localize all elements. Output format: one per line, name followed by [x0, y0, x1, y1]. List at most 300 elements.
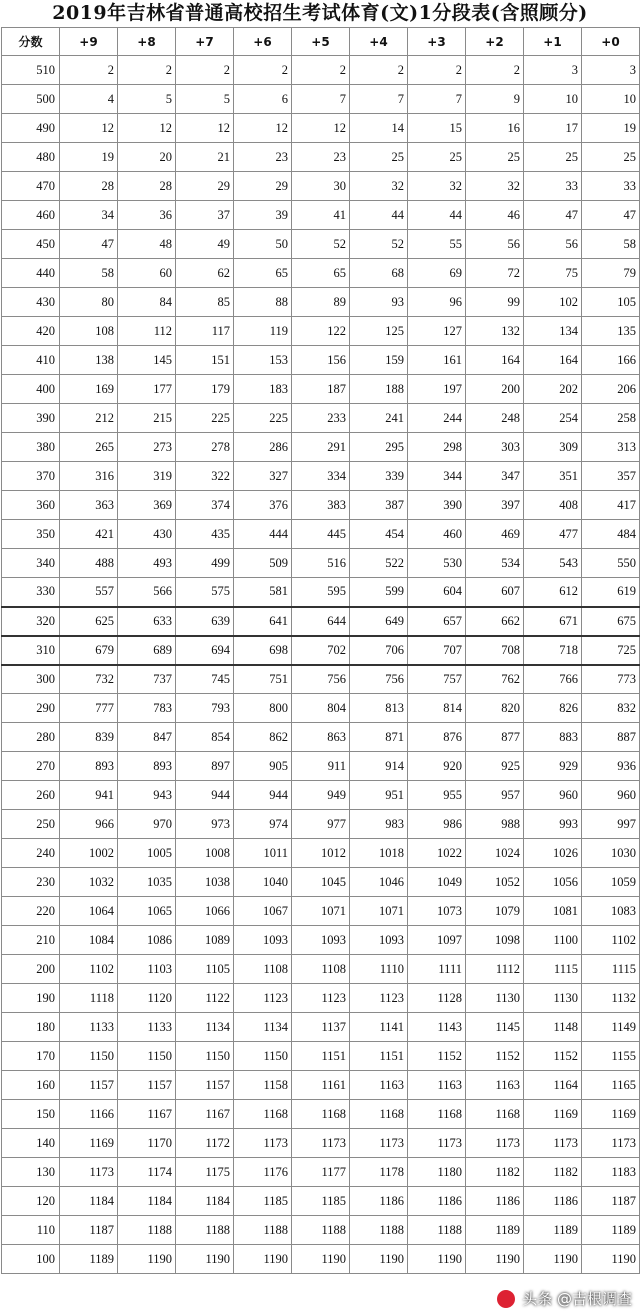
count-cell: 1079 [466, 897, 524, 926]
score-cell: 110 [2, 1216, 60, 1245]
count-cell: 957 [466, 781, 524, 810]
count-cell: 46 [466, 201, 524, 230]
count-cell: 347 [466, 462, 524, 491]
count-cell: 641 [234, 607, 292, 636]
count-cell: 390 [408, 491, 466, 520]
score-cell: 410 [2, 346, 60, 375]
count-cell: 33 [582, 172, 640, 201]
count-cell: 988 [466, 810, 524, 839]
count-cell: 871 [350, 723, 408, 752]
count-cell: 12 [176, 114, 234, 143]
count-cell: 357 [582, 462, 640, 491]
table-row [2, 317, 640, 346]
score-cell: 360 [2, 491, 60, 520]
count-cell: 1166 [60, 1100, 118, 1129]
table-row [2, 375, 640, 404]
count-cell: 12 [118, 114, 176, 143]
count-cell: 925 [466, 752, 524, 781]
count-cell: 14 [350, 114, 408, 143]
count-cell: 1151 [350, 1042, 408, 1071]
count-cell: 351 [524, 462, 582, 491]
count-cell: 854 [176, 723, 234, 752]
table-row [2, 288, 640, 317]
count-cell: 756 [350, 665, 408, 694]
count-cell: 1186 [408, 1187, 466, 1216]
count-cell: 936 [582, 752, 640, 781]
count-cell: 44 [350, 201, 408, 230]
count-cell: 725 [582, 636, 640, 665]
count-cell: 1186 [466, 1187, 524, 1216]
count-cell: 1182 [466, 1158, 524, 1187]
count-cell: 1188 [118, 1216, 176, 1245]
count-cell: 484 [582, 520, 640, 549]
table-row [2, 984, 640, 1013]
count-cell: 1152 [408, 1042, 466, 1071]
count-cell: 177 [118, 375, 176, 404]
header-bonus: +7 [176, 28, 234, 56]
count-cell: 1188 [408, 1216, 466, 1245]
count-cell: 12 [292, 114, 350, 143]
count-cell: 47 [582, 201, 640, 230]
count-cell: 1093 [350, 926, 408, 955]
count-cell: 1148 [524, 1013, 582, 1042]
table-row [2, 433, 640, 462]
count-cell: 1103 [118, 955, 176, 984]
count-cell: 1155 [582, 1042, 640, 1071]
count-cell: 99 [466, 288, 524, 317]
count-cell: 1143 [408, 1013, 466, 1042]
score-cell: 370 [2, 462, 60, 491]
count-cell: 225 [176, 404, 234, 433]
table-row [2, 1042, 640, 1071]
count-cell: 1157 [60, 1071, 118, 1100]
count-cell: 3 [582, 56, 640, 85]
count-cell: 344 [408, 462, 466, 491]
header-bonus: +6 [234, 28, 292, 56]
count-cell: 977 [292, 810, 350, 839]
count-cell: 1111 [408, 955, 466, 984]
count-cell: 93 [350, 288, 408, 317]
count-cell: 694 [176, 636, 234, 665]
count-cell: 1108 [292, 955, 350, 984]
count-cell: 460 [408, 520, 466, 549]
count-cell: 397 [466, 491, 524, 520]
count-cell: 212 [60, 404, 118, 433]
count-cell: 997 [582, 810, 640, 839]
count-cell: 1168 [234, 1100, 292, 1129]
score-cell: 150 [2, 1100, 60, 1129]
count-cell: 1081 [524, 897, 582, 926]
count-cell: 1066 [176, 897, 234, 926]
count-cell: 151 [176, 346, 234, 375]
score-cell: 300 [2, 665, 60, 694]
count-cell: 1190 [234, 1245, 292, 1274]
count-cell: 25 [350, 143, 408, 172]
count-cell: 814 [408, 694, 466, 723]
count-cell: 1190 [292, 1245, 350, 1274]
count-cell: 89 [292, 288, 350, 317]
count-cell: 58 [60, 259, 118, 288]
count-cell: 233 [292, 404, 350, 433]
count-cell: 863 [292, 723, 350, 752]
table-row [2, 230, 640, 259]
count-cell: 1052 [466, 868, 524, 897]
count-cell: 9 [466, 85, 524, 114]
count-cell: 662 [466, 607, 524, 636]
score-cell: 100 [2, 1245, 60, 1274]
table-row [2, 404, 640, 433]
count-cell: 675 [582, 607, 640, 636]
count-cell: 309 [524, 433, 582, 462]
count-cell: 1120 [118, 984, 176, 1013]
count-cell: 1123 [292, 984, 350, 1013]
count-cell: 800 [234, 694, 292, 723]
count-cell: 72 [466, 259, 524, 288]
score-cell: 180 [2, 1013, 60, 1042]
count-cell: 33 [524, 172, 582, 201]
count-cell: 1168 [466, 1100, 524, 1129]
count-cell: 417 [582, 491, 640, 520]
count-cell: 698 [234, 636, 292, 665]
count-cell: 322 [176, 462, 234, 491]
count-cell: 550 [582, 549, 640, 578]
count-cell: 1158 [234, 1071, 292, 1100]
count-cell: 273 [118, 433, 176, 462]
table-body [2, 56, 640, 1274]
count-cell: 16 [466, 114, 524, 143]
count-cell: 625 [60, 607, 118, 636]
count-cell: 1163 [350, 1071, 408, 1100]
count-cell: 156 [292, 346, 350, 375]
watermark [496, 1288, 632, 1309]
count-cell: 1175 [176, 1158, 234, 1187]
count-cell: 1123 [234, 984, 292, 1013]
count-cell: 1071 [292, 897, 350, 926]
header-bonus: +4 [350, 28, 408, 56]
count-cell: 430 [118, 520, 176, 549]
count-cell: 1163 [408, 1071, 466, 1100]
count-cell: 911 [292, 752, 350, 781]
score-cell: 130 [2, 1158, 60, 1187]
count-cell: 960 [582, 781, 640, 810]
count-cell: 1167 [118, 1100, 176, 1129]
count-cell: 707 [408, 636, 466, 665]
header-score: 分数 [2, 28, 60, 56]
count-cell: 1005 [118, 839, 176, 868]
count-cell: 1188 [350, 1216, 408, 1245]
score-cell: 200 [2, 955, 60, 984]
table-row [2, 839, 640, 868]
count-cell: 595 [292, 578, 350, 607]
count-cell: 10 [582, 85, 640, 114]
count-cell: 1168 [292, 1100, 350, 1129]
count-cell: 581 [234, 578, 292, 607]
count-cell: 179 [176, 375, 234, 404]
count-cell: 1067 [234, 897, 292, 926]
count-cell: 85 [176, 288, 234, 317]
count-cell: 244 [408, 404, 466, 433]
count-cell: 839 [60, 723, 118, 752]
score-cell: 350 [2, 520, 60, 549]
count-cell: 970 [118, 810, 176, 839]
count-cell: 1035 [118, 868, 176, 897]
count-cell: 23 [292, 143, 350, 172]
count-cell: 1173 [292, 1129, 350, 1158]
count-cell: 4 [60, 85, 118, 114]
count-cell: 1190 [118, 1245, 176, 1274]
count-cell: 30 [292, 172, 350, 201]
table-row [2, 694, 640, 723]
count-cell: 183 [234, 375, 292, 404]
table-row [2, 1071, 640, 1100]
score-cell: 340 [2, 549, 60, 578]
table-row [2, 665, 640, 694]
count-cell: 973 [176, 810, 234, 839]
score-cell: 490 [2, 114, 60, 143]
count-cell: 1045 [292, 868, 350, 897]
count-cell: 56 [524, 230, 582, 259]
table-row [2, 607, 640, 636]
score-cell: 450 [2, 230, 60, 259]
count-cell: 2 [176, 56, 234, 85]
count-cell: 893 [118, 752, 176, 781]
count-cell: 1165 [582, 1071, 640, 1100]
score-cell: 420 [2, 317, 60, 346]
count-cell: 732 [60, 665, 118, 694]
count-cell: 1141 [350, 1013, 408, 1042]
count-cell: 1123 [350, 984, 408, 1013]
count-cell: 47 [60, 230, 118, 259]
count-cell: 1100 [524, 926, 582, 955]
count-cell: 25 [524, 143, 582, 172]
count-cell: 2 [408, 56, 466, 85]
count-cell: 1170 [118, 1129, 176, 1158]
table-row [2, 172, 640, 201]
count-cell: 1189 [466, 1216, 524, 1245]
count-cell: 1161 [292, 1071, 350, 1100]
count-cell: 52 [292, 230, 350, 259]
count-cell: 1185 [292, 1187, 350, 1216]
count-cell: 225 [234, 404, 292, 433]
count-cell: 7 [292, 85, 350, 114]
count-cell: 1134 [234, 1013, 292, 1042]
count-cell: 612 [524, 578, 582, 607]
count-cell: 295 [350, 433, 408, 462]
count-cell: 5 [118, 85, 176, 114]
count-cell: 28 [118, 172, 176, 201]
table-row [2, 259, 640, 288]
count-cell: 2 [466, 56, 524, 85]
count-cell: 112 [118, 317, 176, 346]
count-cell: 2 [292, 56, 350, 85]
count-cell: 1098 [466, 926, 524, 955]
count-cell: 1167 [176, 1100, 234, 1129]
table-row [2, 85, 640, 114]
table-row [2, 1216, 640, 1245]
count-cell: 79 [582, 259, 640, 288]
count-cell: 254 [524, 404, 582, 433]
count-cell: 58 [582, 230, 640, 259]
count-cell: 19 [582, 114, 640, 143]
count-cell: 1188 [292, 1216, 350, 1245]
count-cell: 1115 [582, 955, 640, 984]
count-cell: 75 [524, 259, 582, 288]
count-cell: 1122 [176, 984, 234, 1013]
count-cell: 1115 [524, 955, 582, 984]
count-cell: 132 [466, 317, 524, 346]
count-cell: 1188 [176, 1216, 234, 1245]
count-cell: 1128 [408, 984, 466, 1013]
count-cell: 1177 [292, 1158, 350, 1187]
count-cell: 1168 [350, 1100, 408, 1129]
count-cell: 387 [350, 491, 408, 520]
count-cell: 50 [234, 230, 292, 259]
count-cell: 108 [60, 317, 118, 346]
count-cell: 955 [408, 781, 466, 810]
score-distribution-table [1, 27, 640, 1274]
count-cell: 905 [234, 752, 292, 781]
count-cell: 1188 [234, 1216, 292, 1245]
count-cell: 303 [466, 433, 524, 462]
table-row [2, 781, 640, 810]
count-cell: 39 [234, 201, 292, 230]
count-cell: 1133 [60, 1013, 118, 1042]
table-row [2, 723, 640, 752]
table-row [2, 1129, 640, 1158]
score-cell: 320 [2, 607, 60, 636]
count-cell: 188 [350, 375, 408, 404]
count-cell: 1164 [524, 1071, 582, 1100]
count-cell: 29 [234, 172, 292, 201]
count-cell: 278 [176, 433, 234, 462]
count-cell: 941 [60, 781, 118, 810]
count-cell: 1169 [582, 1100, 640, 1129]
count-cell: 679 [60, 636, 118, 665]
count-cell: 291 [292, 433, 350, 462]
count-cell: 1190 [466, 1245, 524, 1274]
count-cell: 134 [524, 317, 582, 346]
score-cell: 210 [2, 926, 60, 955]
score-cell: 310 [2, 636, 60, 665]
table-row [2, 462, 640, 491]
count-cell: 1176 [234, 1158, 292, 1187]
count-cell: 876 [408, 723, 466, 752]
count-cell: 1150 [60, 1042, 118, 1071]
table-row [2, 897, 640, 926]
count-cell: 2 [350, 56, 408, 85]
count-cell: 1173 [524, 1129, 582, 1158]
count-cell: 1184 [118, 1187, 176, 1216]
score-cell: 430 [2, 288, 60, 317]
count-cell: 25 [582, 143, 640, 172]
count-cell: 1152 [466, 1042, 524, 1071]
count-cell: 619 [582, 578, 640, 607]
score-cell: 160 [2, 1071, 60, 1100]
score-cell: 510 [2, 56, 60, 85]
count-cell: 1189 [60, 1245, 118, 1274]
count-cell: 534 [466, 549, 524, 578]
header-bonus: +0 [582, 28, 640, 56]
count-cell: 1189 [582, 1216, 640, 1245]
count-cell: 435 [176, 520, 234, 549]
table-row [2, 1245, 640, 1274]
count-cell: 127 [408, 317, 466, 346]
count-cell: 49 [176, 230, 234, 259]
count-cell: 2 [60, 56, 118, 85]
score-cell: 190 [2, 984, 60, 1013]
count-cell: 7 [350, 85, 408, 114]
table-row [2, 114, 640, 143]
count-cell: 737 [118, 665, 176, 694]
count-cell: 215 [118, 404, 176, 433]
table-row [2, 810, 640, 839]
count-cell: 914 [350, 752, 408, 781]
table-row [2, 1100, 640, 1129]
count-cell: 1169 [60, 1129, 118, 1158]
score-cell: 230 [2, 868, 60, 897]
count-cell: 1008 [176, 839, 234, 868]
count-cell: 1190 [408, 1245, 466, 1274]
score-cell: 290 [2, 694, 60, 723]
count-cell: 153 [234, 346, 292, 375]
table-row [2, 201, 640, 230]
count-cell: 1189 [524, 1216, 582, 1245]
count-cell: 20 [118, 143, 176, 172]
count-cell: 241 [350, 404, 408, 433]
count-cell: 1056 [524, 868, 582, 897]
count-cell: 197 [408, 375, 466, 404]
count-cell: 286 [234, 433, 292, 462]
count-cell: 949 [292, 781, 350, 810]
count-cell: 5 [176, 85, 234, 114]
table-row [2, 955, 640, 984]
score-cell: 470 [2, 172, 60, 201]
count-cell: 1190 [176, 1245, 234, 1274]
count-cell: 1150 [234, 1042, 292, 1071]
count-cell: 1049 [408, 868, 466, 897]
count-cell: 469 [466, 520, 524, 549]
count-cell: 1093 [234, 926, 292, 955]
count-cell: 1018 [350, 839, 408, 868]
header-bonus: +8 [118, 28, 176, 56]
count-cell: 96 [408, 288, 466, 317]
table-row [2, 143, 640, 172]
count-cell: 820 [466, 694, 524, 723]
count-cell: 862 [234, 723, 292, 752]
table-row [2, 752, 640, 781]
count-cell: 1174 [118, 1158, 176, 1187]
count-cell: 499 [176, 549, 234, 578]
count-cell: 25 [408, 143, 466, 172]
count-cell: 60 [118, 259, 176, 288]
count-cell: 298 [408, 433, 466, 462]
count-cell: 258 [582, 404, 640, 433]
count-cell: 1002 [60, 839, 118, 868]
count-cell: 164 [524, 346, 582, 375]
count-cell: 516 [292, 549, 350, 578]
count-cell: 1133 [118, 1013, 176, 1042]
count-cell: 313 [582, 433, 640, 462]
score-cell: 480 [2, 143, 60, 172]
count-cell: 1026 [524, 839, 582, 868]
count-cell: 88 [234, 288, 292, 317]
count-cell: 1065 [118, 897, 176, 926]
count-cell: 1046 [350, 868, 408, 897]
count-cell: 1130 [466, 984, 524, 1013]
count-cell: 445 [292, 520, 350, 549]
count-cell: 32 [466, 172, 524, 201]
toutiao-logo-icon [496, 1289, 516, 1309]
